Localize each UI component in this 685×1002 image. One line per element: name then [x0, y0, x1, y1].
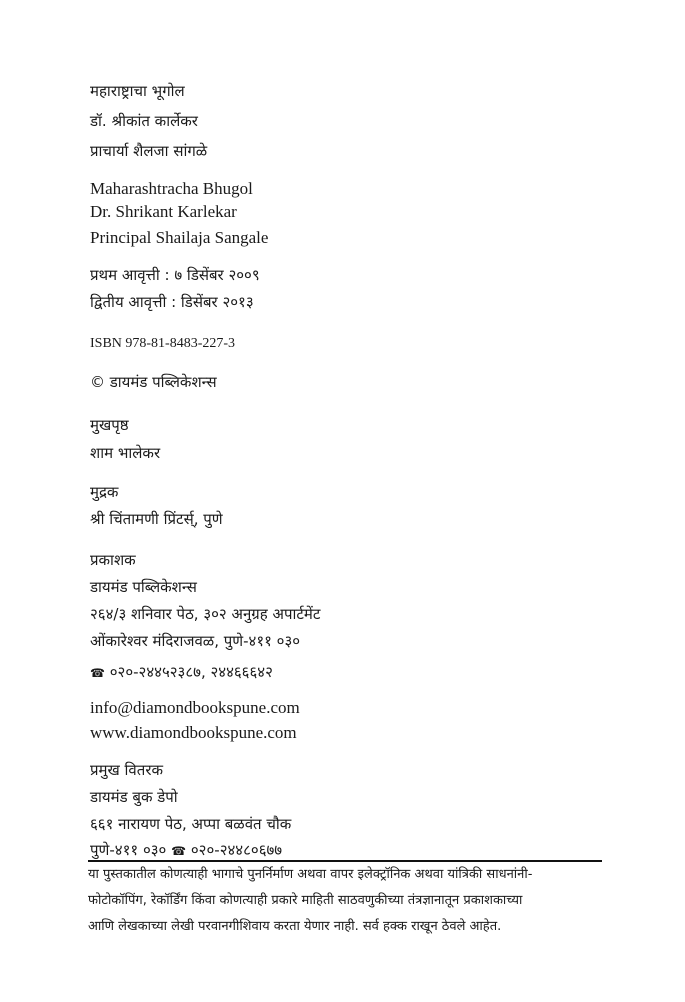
marathi-title: महाराष्ट्राचा भूगोल [90, 82, 185, 100]
publisher-phone: ०२०-२४४५२३८७, २४४६६६४२ [109, 663, 273, 681]
distributor-address: ६६१ नारायण पेठ, अप्पा बळवंत चौक [90, 815, 292, 833]
distributor-city: पुणे-४११ ०३० [90, 841, 167, 859]
distributor-name: डायमंड बुक डेपो [90, 788, 178, 806]
english-title: Maharashtracha Bhugol [90, 179, 253, 198]
email[interactable]: info@diamondbookspune.com [90, 698, 300, 717]
distributor-contact [90, 841, 282, 860]
notice-line: या पुस्तकातील कोणत्याही भागाचे पुनर्निर्माण अथवा वापर इलेक्ट्रॉनिक अथवा यांत्रिकी साधनांनी- [88, 867, 533, 882]
marathi-author-2: प्राचार्या शैलजा सांगळे [90, 142, 208, 160]
publisher-name: डायमंड पब्लिकेशन्स [90, 578, 197, 596]
isbn: ISBN 978-81-8483-227-3 [90, 336, 236, 351]
printer: श्री चिंतामणी प्रिंटर्स्, पुणे [90, 510, 223, 528]
distributor-label: प्रमुख वितरक [90, 761, 163, 779]
publisher-address-1: २६४/३ शनिवार पेठ, ३०२ अनुग्रह अपार्टमेंट [90, 605, 321, 623]
printer-label: मुद्रक [90, 483, 119, 501]
english-author-2: Principal Shailaja Sangale [90, 228, 269, 247]
cover-artist: शाम भालेकर [90, 444, 161, 462]
notice-line: फोटोकॉपिंग, रेकॉर्डिंग किंवा कोणत्याही प्रकारे माहिती साठवणुकीच्या तंत्रज्ञानातून प्रकाशकाच्या [88, 893, 523, 908]
second-edition: द्वितीय आवृत्ती : डिसेंबर २०१३ [90, 293, 254, 311]
publisher-address-2: ओंकारेश्वर मंदिराजवळ, पुणे-४११ ०३० [90, 632, 301, 650]
divider [88, 860, 602, 862]
website[interactable]: www.diamondbookspune.com [90, 723, 297, 742]
publisher-label: प्रकाशक [90, 551, 136, 569]
cover-label: मुखपृष्ठ [90, 416, 129, 434]
telephone-icon: ☎ [171, 844, 187, 858]
marathi-author-1: डॉ. श्रीकांत कार्लेकर [90, 112, 198, 130]
copyright: © डायमंड पब्लिकेशन्स [90, 373, 217, 391]
english-author-1: Dr. Shrikant Karlekar [90, 202, 237, 221]
first-edition: प्रथम आवृत्ती : ७ डिसेंबर २००९ [90, 266, 260, 284]
telephone-icon: ☎ [90, 666, 105, 680]
publisher-phone-line [90, 663, 273, 682]
distributor-phone: ०२०-२४४८०६७७ [190, 841, 283, 859]
notice-line: आणि लेखकाच्या लेखी परवानगीशिवाय करता येणार नाही. सर्व हक्क राखून ठेवले आहेत. [88, 919, 502, 934]
